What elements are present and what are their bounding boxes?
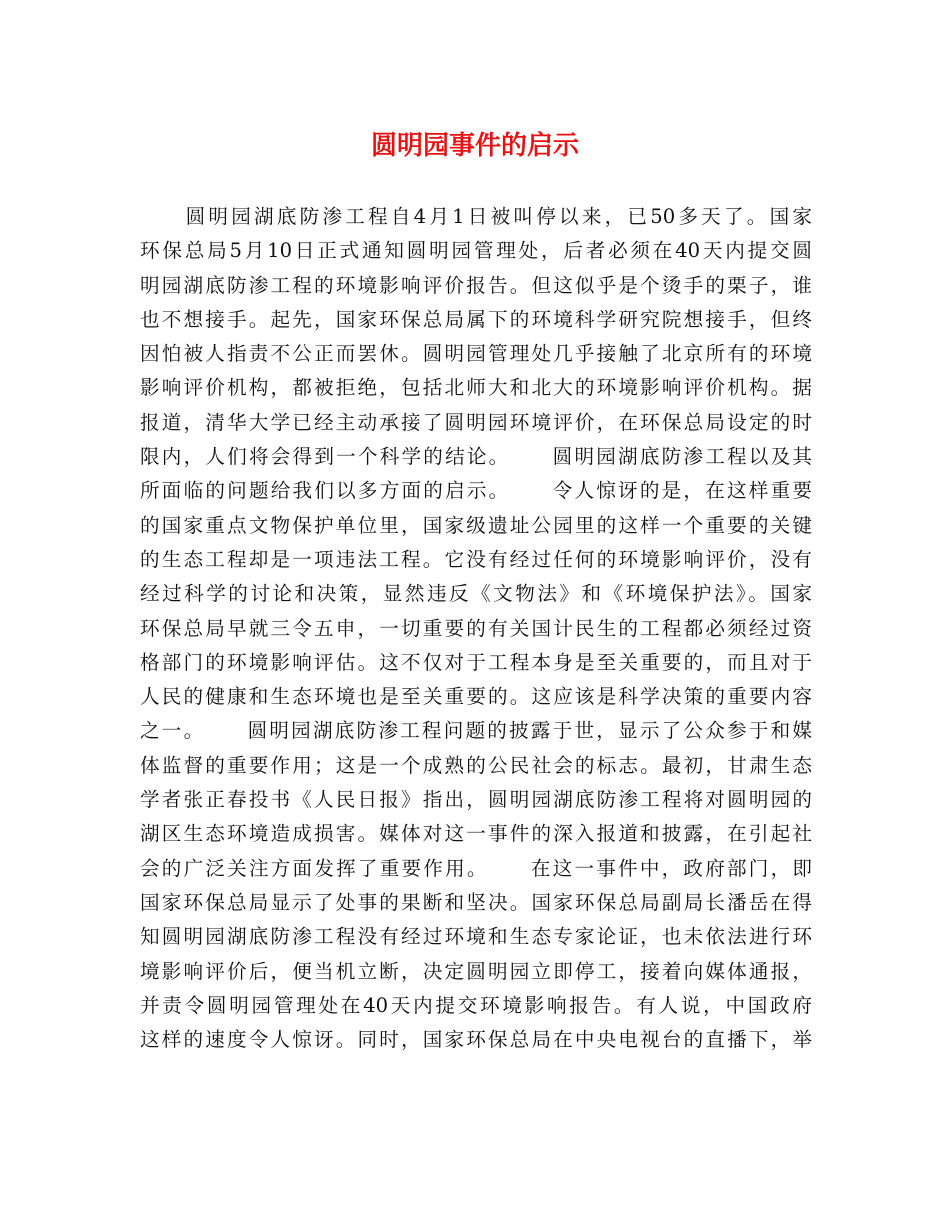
body-line: 学者张正春投书《人民日报》指出，圆明园湖底防渗工程将对圆明园的 [140,788,812,812]
body-line: 影响评价机构，都被拒绝，包括北师大和北大的环境影响评价机构。据 [140,376,812,400]
body-line: 限内，人们将会得到一个科学的结论。 圆明园湖底防渗工程以及其 [140,445,812,469]
body-line: 并责令圆明园管理处在40天内提交环境影响报告。有人说，中国政府 [140,993,812,1017]
body-line: 报道，清华大学已经主动承接了圆明园环境评价，在环保总局设定的时 [140,410,812,434]
body-line: 境影响评价后，便当机立断，决定圆明园立即停工，接着向媒体通报， [140,959,812,983]
body-line: 明园湖底防渗工程的环境影响评价报告。但这似乎是个烫手的栗子，谁 [140,273,812,297]
body-line: 湖区生态环境造成损害。媒体对这一事件的深入报道和披露，在引起社 [140,822,812,846]
body-line: 也不想接手。起先，国家环保总局属下的环境科学研究院想接手，但终 [140,307,812,331]
body-line: 经过科学的讨论和决策，显然违反《文物法》和《环境保护法》。国家 [140,582,812,606]
document-title: 圆明园事件的启示 [370,131,579,161]
body-line: 的国家重点文物保护单位里，国家级遗址公园里的这样一个重要的关键 [140,513,812,537]
body-line: 因怕被人指责不公正而罢休。圆明园管理处几乎接触了北京所有的环境 [140,342,812,366]
body-line: 所面临的问题给我们以多方面的启示。 令人惊讶的是，在这样重要 [140,479,812,503]
document-body [140,200,812,1057]
body-line: 知圆明园湖底防渗工程没有经过环境和生态专家论证，也未依法进行环 [140,925,812,949]
body-line: 格部门的环境影响评估。这不仅对于工程本身是至关重要的，而且对于 [140,650,812,674]
body-line: 之一。 圆明园湖底防渗工程问题的披露于世，显示了公众参于和媒 [140,719,812,743]
body-line: 环保总局早就三令五申，一切重要的有关国计民生的工程都必须经过资 [140,616,812,640]
body-line: 会的广泛关注方面发挥了重要作用。 在这一事件中，政府部门，即 [140,856,812,880]
body-line: 的生态工程却是一项违法工程。它没有经过任何的环境影响评价，没有 [140,547,812,571]
body-line: 国家环保总局显示了处事的果断和坚决。国家环保总局副局长潘岳在得 [140,890,812,914]
body-line: 这样的速度令人惊讶。同时，国家环保总局在中央电视台的直播下，举 [140,1028,812,1052]
body-line: 人民的健康和生态环境也是至关重要的。这应该是科学决策的重要内容 [140,685,812,709]
body-line: 圆明园湖底防渗工程自4月1日被叫停以来，已50多天了。国家 [140,205,812,228]
body-line: 体监督的重要作用；这是一个成熟的公民社会的标志。最初，甘肃生态 [140,753,812,777]
body-line: 环保总局5月10日正式通知圆明园管理处，后者必须在40天内提交圆 [140,239,812,263]
